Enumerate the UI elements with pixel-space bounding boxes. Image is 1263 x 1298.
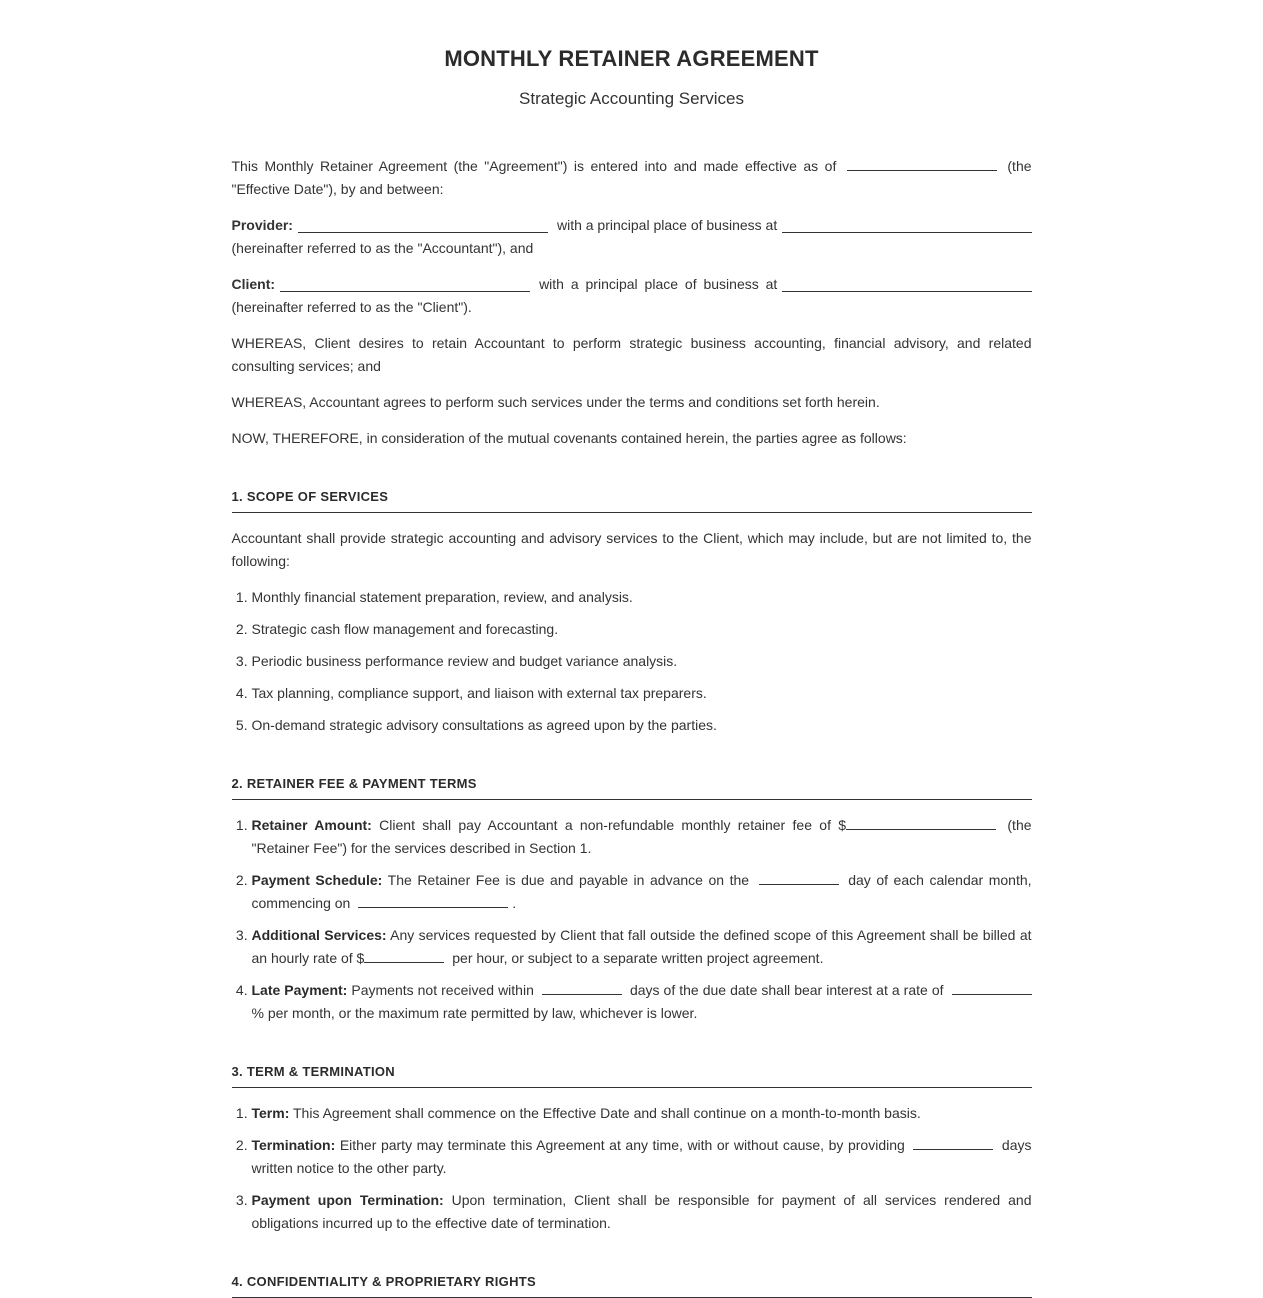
list-item: 5. On-demand strategic advisory consultations as agreed upon by the parties.	[252, 714, 1032, 737]
notice-days-blank[interactable]	[913, 1134, 993, 1150]
intro-paragraph: This Monthly Retainer Agreement (the "Agreement") is entered into and made effective as of (the "Effective Date"), by and between:	[232, 155, 1032, 201]
client-address-label: with a principal place of business at	[539, 276, 778, 292]
document-subtitle: Strategic Accounting Services	[519, 89, 744, 108]
whereas-1: WHEREAS, Client desires to retain Accountant to perform strategic business accounting, financial advisory, and related consulting services; and	[231, 335, 1032, 374]
list-item: 3. Periodic business performance review and budget variance analysis.	[252, 650, 1032, 673]
provider-block	[232, 214, 1032, 260]
term-list	[232, 1102, 1032, 1235]
section-1-intro: Accountant shall provide strategic accounting and advisory services to the Client, which may include, but are not limited to, the following:	[231, 530, 1032, 569]
whereas-2: WHEREAS, Accountant agrees to perform such services under the terms and conditions set forth herein.	[231, 394, 880, 410]
list-item: 1. Term: This Agreement shall commence on the Effective Date and shall continue on a month-to-month basis.	[252, 1102, 1032, 1125]
section-4-heading: 4. CONFIDENTIALITY & PROPRIETARY RIGHTS	[232, 1273, 1032, 1298]
agreement-document	[232, 0, 1032, 1298]
provider-label: Provider:	[231, 217, 293, 233]
client-tail: (hereinafter referred to as the "Client").	[231, 299, 472, 315]
client-label: Client:	[231, 276, 276, 292]
interest-rate-blank[interactable]	[952, 979, 1032, 995]
client-address-blank[interactable]	[782, 276, 1031, 292]
retainer-amount-blank[interactable]	[846, 814, 996, 830]
now-therefore: NOW, THEREFORE, in consideration of the mutual covenants contained herein, the parties agree as follows:	[231, 430, 907, 446]
section-3-heading: 3. TERM & TERMINATION	[232, 1063, 1032, 1088]
section-2-heading: 2. RETAINER FEE & PAYMENT TERMS	[232, 775, 1032, 800]
client-block	[232, 273, 1032, 319]
list-item: 1. Retainer Amount: Client shall pay Accountant a non-refundable monthly retainer fee of $ (the "Retainer Fee") for the services described in Section 1.	[252, 814, 1032, 860]
provider-address-blank[interactable]	[782, 217, 1031, 233]
services-list	[232, 586, 1032, 737]
effective-date-blank[interactable]	[847, 155, 997, 171]
fee-terms-list	[232, 814, 1032, 1025]
provider-address-label: with a principal place of business at	[556, 217, 778, 233]
hourly-rate-blank[interactable]	[364, 947, 444, 963]
provider-tail: (hereinafter referred to as the "Accountant"), and	[231, 240, 534, 256]
list-item: 4. Tax planning, compliance support, and liaison with external tax preparers.	[252, 682, 1032, 705]
provider-name-blank[interactable]	[298, 217, 548, 233]
list-item: 4. Late Payment: Payments not received within days of the due date shall bear interest at a rate of % per month, or the maximum rate permitted by law, whichever is lower.	[252, 979, 1032, 1025]
commencement-date-blank[interactable]	[358, 892, 508, 908]
section-1-heading: 1. SCOPE OF SERVICES	[232, 488, 1032, 513]
list-item: 1. Monthly financial statement preparation, review, and analysis.	[252, 586, 1032, 609]
list-item: 2. Payment Schedule: The Retainer Fee is due and payable in advance on the day of each calendar month, commencing on .	[252, 869, 1032, 915]
list-item: 2. Termination: Either party may terminate this Agreement at any time, with or without cause, by providing days written notice to the other party.	[252, 1134, 1032, 1180]
list-item: 2. Strategic cash flow management and forecasting.	[252, 618, 1032, 641]
list-item: 3. Payment upon Termination: Upon termination, Client shall be responsible for payment of all services rendered and obligations incurred up to the effective date of termination.	[252, 1189, 1032, 1235]
payment-day-blank[interactable]	[759, 869, 839, 885]
client-name-blank[interactable]	[280, 276, 530, 292]
late-days-blank[interactable]	[542, 979, 622, 995]
list-item: 3. Additional Services: Any services requested by Client that fall outside the defined scope of this Agreement shall be billed at an hourly rate of $ per hour, or subject to a separate written project agreement.	[252, 924, 1032, 970]
document-title: MONTHLY RETAINER AGREEMENT	[444, 46, 819, 71]
